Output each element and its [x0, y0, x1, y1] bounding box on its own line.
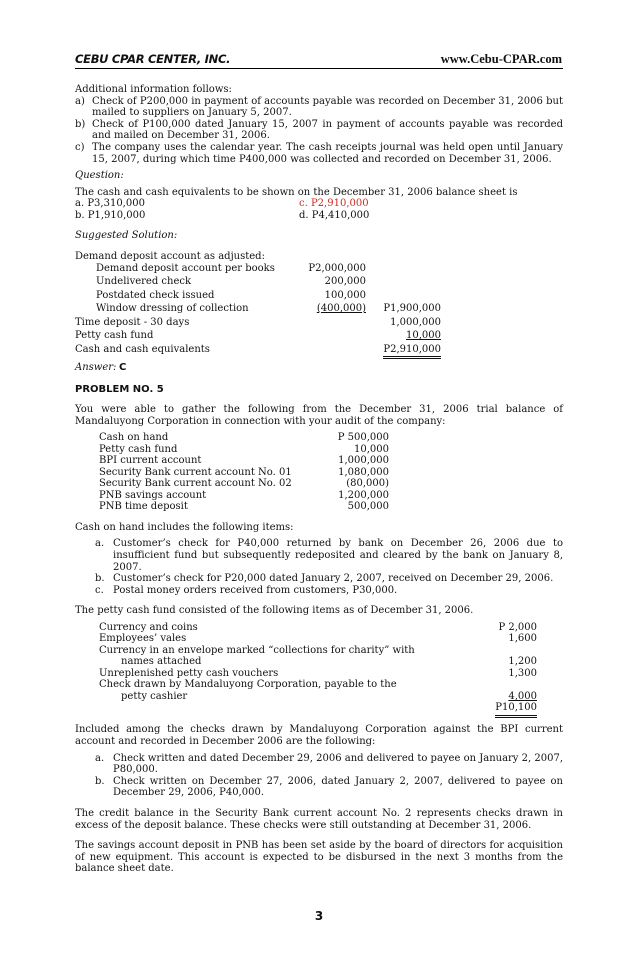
pcf-total: P10,100 [495, 702, 537, 718]
security-bank-note: The credit balance in the Security Bank current account No. 2 represents checks drawn in excess of the deposit balance. These checks were still outstanding at December 31, 2006. [75, 808, 563, 831]
item-marker: a. [95, 538, 105, 550]
pcf-value: 1,300 [508, 667, 537, 679]
pcf-label: Currency and coins [99, 621, 198, 633]
balance-row [75, 444, 563, 456]
coh-item-a [75, 538, 563, 573]
item-marker: b. [95, 775, 105, 787]
balance-label: PNB time deposit [99, 501, 188, 513]
question-text: The cash and cash equivalents to be shown on the December 31, 2006 balance sheet is [75, 186, 518, 198]
balance-label: Cash on hand [99, 432, 169, 444]
balance-row [75, 478, 563, 490]
item-text: Check of P100,000 dated January 15, 2007 in payment of accounts payable was recorded and mailed on December 31, 2006. [92, 118, 563, 142]
pcf-intro: The petty cash fund consisted of the following items as of December 31, 2006. [75, 605, 474, 617]
solution-label: Suggested Solution: [75, 230, 178, 242]
pcf-label: Unreplenished petty cash vouchers [99, 667, 279, 679]
choice-d: d. P4,410,000 [299, 209, 370, 221]
pcf-label: names attached [121, 656, 202, 668]
item-text: Customer’s check for P40,000 returned by bank on December 26, 2006 due to insufficient fund but subsequently redeposited and cleared by the bank on January 8, 2007. [113, 538, 563, 573]
item-text: Check written and dated December 29, 2006 and delivered to payee on January 2, 2007, P80,000. [113, 752, 563, 776]
page-content [75, 84, 563, 875]
balance-row [75, 490, 563, 502]
pcf-row [75, 679, 563, 691]
pcf-row [75, 668, 563, 680]
item-marker: a) [75, 95, 85, 107]
item-text: Check of P200,000 in payment of accounts payable was recorded on December 31, 2006 but mailed to suppliers on January 5, 2007. [92, 95, 563, 119]
header-website-link[interactable]: www.Cebu-CPAR.com [440, 52, 562, 66]
pcf-label: Check drawn by Mandaluyong Corporation, payable to the [99, 679, 397, 691]
item-marker: a. [95, 752, 105, 764]
solution-row [75, 276, 563, 290]
petty-cash-value: 10,000 [406, 330, 441, 342]
item-marker: b. [95, 573, 105, 585]
answer-value: C [119, 361, 127, 373]
question-label: Question: [75, 170, 124, 182]
choice-c: c. P2,910,000 [299, 198, 369, 210]
balance-value: (80,000) [346, 478, 389, 490]
petty-cash-label: Petty cash fund [75, 330, 154, 342]
additional-item-a [75, 96, 563, 119]
solution-row-amount: (400,000) [316, 303, 366, 315]
pcf-row [75, 656, 563, 668]
balance-row [75, 432, 563, 444]
pcf-row [75, 622, 563, 634]
item-text: Customer’s check for P20,000 dated January 2, 2007, received on December 29, 2006. [113, 573, 554, 585]
choice-a: a. P3,310,000 [75, 198, 145, 210]
answer-label: Answer: [75, 361, 117, 373]
solution-row-amount: 100,000 [324, 289, 366, 301]
solution-row [75, 263, 563, 277]
bpi-item-a [75, 753, 563, 776]
pcf-label: petty cashier [121, 690, 188, 702]
trial-balance-table [75, 432, 563, 513]
total-row [75, 344, 563, 359]
balance-value: 1,200,000 [338, 489, 389, 501]
pcf-row [75, 645, 563, 657]
coh-intro: Cash on hand includes the following items: [75, 521, 294, 533]
pcf-row [75, 691, 563, 703]
time-deposit-row [75, 317, 563, 331]
solution-row-amount: P2,000,000 [308, 262, 366, 274]
header-divider [75, 68, 563, 69]
total-value: P2,910,000 [383, 344, 441, 360]
pcf-value: 1,200 [508, 656, 537, 668]
coh-list [75, 538, 563, 596]
solution-row-label: Demand deposit account per books [96, 262, 275, 274]
balance-value: 500,000 [347, 501, 389, 513]
balance-label: BPI current account [99, 455, 202, 467]
balance-label: Petty cash fund [99, 443, 178, 455]
item-text: Check written on December 27, 2006, dated January 2, 2007, delivered to payee on December 29, 2006, P40,000. [113, 775, 563, 799]
pcf-value: 1,600 [508, 633, 537, 645]
solution-row [75, 303, 563, 317]
pcf-value: P 2,000 [498, 621, 537, 633]
choices-row-1 [75, 198, 563, 210]
balance-row [75, 455, 563, 467]
bpi-intro: Included among the checks drawn by Mandaluyong Corporation against the BPI current account and recorded in December 2006 are the following: [75, 724, 563, 748]
pcf-table [75, 622, 563, 716]
balance-value: 10,000 [354, 443, 389, 455]
balance-row [75, 501, 563, 513]
balance-label: PNB savings account [99, 489, 207, 501]
pcf-value: 4,000 [508, 690, 537, 702]
problem-title: PROBLEM NO. 5 [75, 383, 164, 395]
pcf-total-row [75, 702, 563, 715]
additional-item-b [75, 119, 563, 142]
additional-item-c [75, 142, 563, 165]
header-left-brand: CEBU CPAR CENTER, INC. [75, 52, 231, 66]
pcf-row [75, 633, 563, 645]
solution-title: Demand deposit account as adjusted: [75, 250, 265, 262]
pcf-label: Employees’ vales [99, 633, 187, 645]
item-marker: c) [75, 141, 85, 153]
additional-intro: Additional information follows: [75, 84, 232, 95]
solution-row [75, 290, 563, 304]
choice-b: b. P1,910,000 [75, 209, 146, 221]
pnb-note: The savings account deposit in PNB has been set aside by the board of directors for acquisition of new equipment. This account is expected to be disbursed in the next 3 months from the balance sheet date. [75, 840, 563, 875]
solution-row-label: Window dressing of collection [96, 303, 249, 315]
solution-row-label: Undelivered check [96, 276, 192, 288]
bpi-list [75, 753, 563, 799]
coh-item-c [75, 585, 563, 597]
balance-value: 1,080,000 [338, 466, 389, 478]
balance-label: Security Bank current account No. 01 [99, 466, 292, 478]
problem-intro: You were able to gather the following from the December 31, 2006 trial balance of Mandaluyong Corporation in connection with your audit of the company: [75, 404, 563, 427]
balance-label: Security Bank current account No. 02 [99, 478, 292, 490]
answer-row [75, 362, 563, 375]
solution-row-subtotal: P1,900,000 [383, 303, 441, 315]
bpi-item-b [75, 776, 563, 799]
page-number: 3 [314, 909, 324, 923]
total-label: Cash and cash equivalents [75, 343, 210, 355]
balance-row [75, 467, 563, 479]
coh-item-b [75, 573, 563, 585]
item-marker: b) [75, 118, 86, 130]
item-marker: c. [95, 584, 104, 596]
solution-row-amount: 200,000 [324, 276, 366, 288]
item-text: The company uses the calendar year. The cash receipts journal was held open until January 15, 2007, during which time P400,000 was collected and recorded on December 31, 2006. [92, 141, 563, 165]
solution-row-label: Postdated check issued [96, 289, 215, 301]
time-deposit-value: 1,000,000 [390, 316, 441, 328]
time-deposit-label: Time deposit - 30 days [75, 316, 190, 328]
item-text: Postal money orders received from customers, P30,000. [113, 584, 398, 596]
petty-cash-row [75, 330, 563, 344]
pcf-label: Currency in an envelope marked “collections for charity” with [99, 644, 415, 656]
balance-value: 1,000,000 [338, 455, 389, 467]
balance-value: P 500,000 [337, 432, 389, 444]
choices-row-2 [75, 210, 563, 222]
